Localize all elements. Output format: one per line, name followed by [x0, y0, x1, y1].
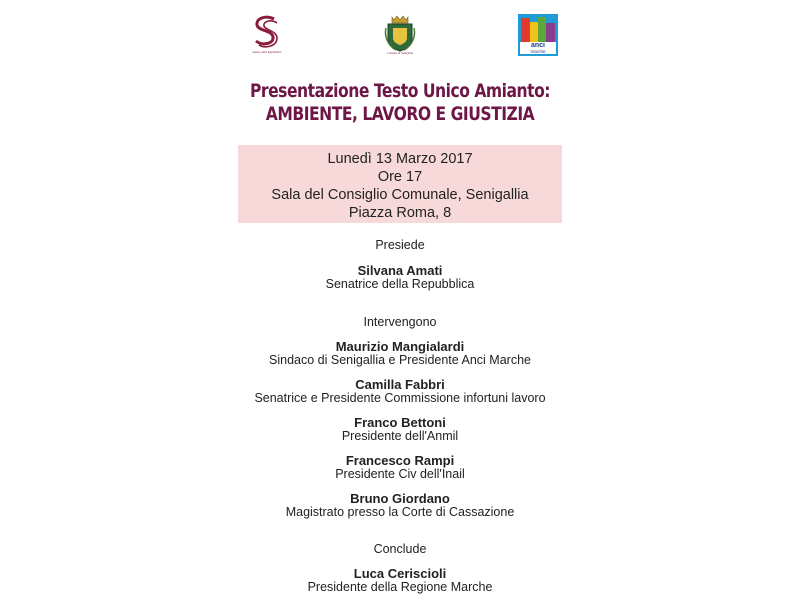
chair-role: Senatrice della Repubblica — [325, 277, 475, 291]
event-venue: Sala del Consiglio Comunale, Senigallia — [271, 187, 529, 203]
comune-caption: Comune di Senigallia — [387, 51, 413, 55]
event-info-box — [238, 145, 562, 223]
comune-logo — [384, 14, 416, 56]
speaker-role: Sindaco di Senigallia e Presidente Anci Marche — [269, 353, 531, 367]
speaker-role: Senatrice e Presidente Commissione infortuni lavoro — [254, 391, 546, 405]
anci-text-top: anci — [530, 42, 545, 49]
speaker-name: Maurizio Mangialardi — [335, 339, 465, 354]
event-date: Lunedì 13 Marzo 2017 — [327, 151, 473, 167]
speaker-role: Presidente Civ dell'Inail — [335, 467, 465, 481]
closing-name: Luca Ceriscioli — [353, 566, 447, 581]
speaker-name: Bruno Giordano — [350, 491, 450, 506]
anci-text-bottom: marche — [530, 49, 546, 54]
speaker-role: Magistrato presso la Corte di Cassazione — [285, 505, 515, 519]
closing-role: Presidente della Regione Marche — [307, 580, 493, 594]
chair-name: Silvana Amati — [357, 263, 443, 278]
presiede-label: Presiede — [375, 238, 425, 252]
event-title-line2: AMBIENTE, LAVORO E GIUSTIZIA — [265, 103, 535, 125]
speaker-name: Francesco Rampi — [345, 453, 455, 468]
speaker-name: Camilla Fabbri — [355, 377, 445, 392]
anci-marche-logo — [518, 14, 558, 56]
speaker-name: Franco Bettoni — [354, 415, 446, 430]
event-title-line1: Presentazione Testo Unico Amianto: — [249, 80, 551, 102]
speaker-role: Presidente dell'Anmil — [341, 429, 459, 443]
intervengono-label: Intervengono — [363, 315, 437, 329]
event-time: Ore 17 — [377, 169, 423, 185]
conclude-label: Conclude — [373, 542, 427, 556]
coat-of-arms-icon — [384, 14, 416, 56]
event-address: Piazza Roma, 8 — [348, 205, 452, 221]
senato-caption: Senato della Repubblica — [252, 50, 282, 54]
